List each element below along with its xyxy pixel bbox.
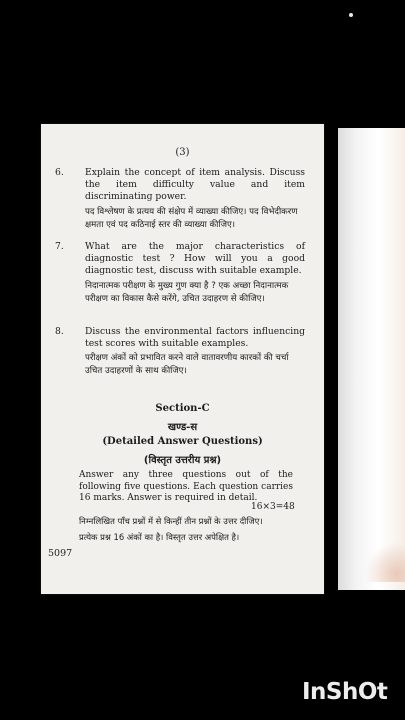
question-text-hi: पद विश्लेषण के प्रत्यय की संक्षेप में व्याख्या कीजिए। पद विभेदीकरण क्षमता एवं पद कठिनाई स्तर की व्याख्या कीजिए। bbox=[85, 206, 298, 230]
section-title: Section-C bbox=[155, 403, 210, 414]
question-6 bbox=[55, 167, 305, 232]
question-text-en: Discuss the environmental factors influencing test scores with suitable examples. bbox=[85, 326, 305, 350]
question-text-hi: निदानात्मक परीक्षण के मुख्य गुण क्या है ? एक अच्छा निदानात्मक परीक्षण का विकास कैसे करेंगे, उचित उदाहरण से कीजिए। bbox=[85, 280, 289, 304]
paper-code: 5097 bbox=[48, 548, 73, 559]
section-subtitle-hindi: (विस्तृत उत्तरीय प्रश्न) bbox=[143, 455, 222, 466]
question-8 bbox=[55, 326, 305, 378]
question-number: 8. bbox=[55, 326, 64, 337]
question-number: 7. bbox=[55, 241, 64, 252]
instruction-hi bbox=[79, 513, 305, 545]
status-dot bbox=[349, 13, 353, 17]
adjacent-page bbox=[338, 128, 405, 590]
question-text-en: Explain the concept of item analysis. Discuss the item difficulty value and item discriminating power. bbox=[85, 167, 305, 203]
instruction-en: Answer any three questions out of the following five questions. Each question carries 16 marks. Answer is required in detail. bbox=[79, 470, 293, 503]
question-text-hi: परीक्षण अंकों को प्रभावित करने वाले वातावरणीय कारकों की चर्चा उचित उदाहरणों के साथ कीजिए। bbox=[85, 353, 289, 377]
inshot-watermark: InShOt bbox=[302, 679, 388, 705]
marks-formula: 16×3=48 bbox=[251, 502, 295, 512]
instruction-hi-line-2: प्रत्येक प्रश्न 16 अंकों का है। विस्तृत उत्तर अपेक्षित है। bbox=[79, 532, 240, 542]
section-subtitle: (Detailed Answer Questions) bbox=[102, 436, 263, 447]
instruction-hi-line-1: निम्नलिखित पाँच प्रश्नों में से किन्हीं तीन प्रश्नों के उत्तर दीजिए। bbox=[79, 516, 263, 526]
question-text-en: What are the major characteristics of diagnostic test ? How will you a good diagnostic test, discuss with suitable example. bbox=[85, 241, 305, 277]
page-number: (3) bbox=[175, 147, 190, 158]
question-number: 6. bbox=[55, 167, 64, 178]
exam-page bbox=[41, 124, 324, 594]
question-7 bbox=[55, 241, 305, 306]
page-stain bbox=[365, 542, 405, 582]
section-title-hindi: खण्ड-स bbox=[167, 422, 198, 433]
